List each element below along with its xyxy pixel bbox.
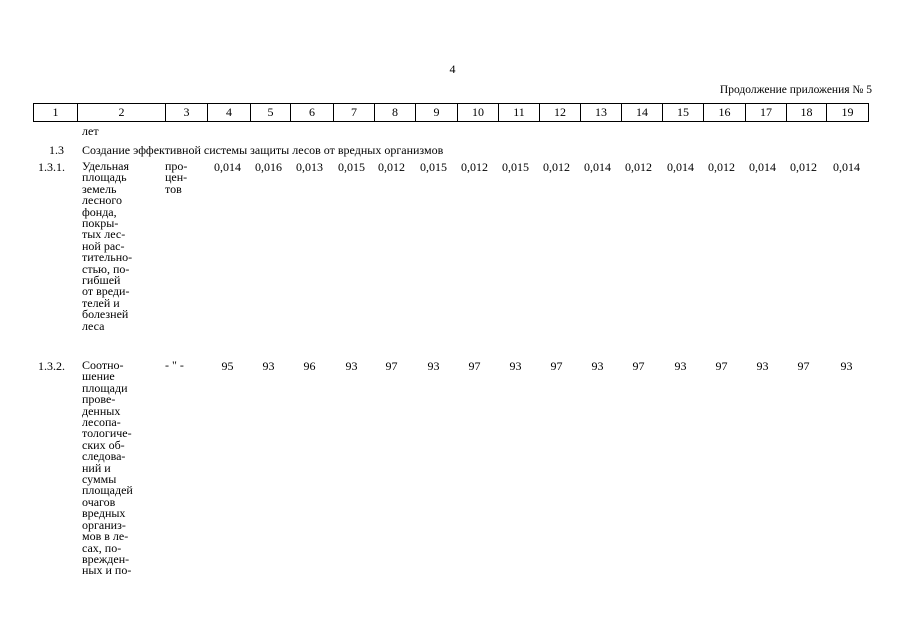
unit-of-measure [165,161,187,195]
column-header-8: 8 [375,104,416,122]
indicator-name-line: вредных [82,506,126,521]
value-cell: 0,014 [833,160,860,174]
indicator-name-line: Удельная [82,159,129,173]
value-cell: 97 [385,359,398,373]
indicator-name-line: площадей [82,483,133,498]
value-cell: 0,013 [296,160,323,174]
row-number: 1.3.1. [38,160,65,174]
indicator-name-line: врежден- [82,551,130,566]
indicator-name-line: шение [82,369,115,384]
indicator-name-line: денных [82,403,121,418]
value-cell: 93 [756,359,769,373]
column-header-5: 5 [251,104,291,122]
column-header-1: 1 [34,104,78,122]
section-number: 1.3 [49,143,64,157]
indicator-name-line: площади [82,380,128,395]
indicator-name-line: сах, по- [82,540,122,555]
unit-line: про- [165,159,188,173]
value-cell: 93 [427,359,440,373]
indicator-name-line: земель [82,181,117,196]
column-header-9: 9 [416,104,458,122]
row-number: 1.3.2. [38,359,65,373]
indicator-name-line: ной рас- [82,238,125,253]
indicator-name-line: Соотно- [82,358,124,372]
indicator-name-line: гибшей [82,273,121,288]
value-cell: 0,012 [378,160,405,174]
column-header-18: 18 [787,104,827,122]
value-cell: 95 [221,359,234,373]
column-header-15: 15 [663,104,704,122]
column-header-4: 4 [208,104,251,122]
column-header-12: 12 [540,104,581,122]
indicator-name-line: мов в ле- [82,529,129,544]
value-cell: 93 [840,359,853,373]
column-header-2: 2 [78,104,166,122]
value-cell: 93 [591,359,604,373]
page-number: 4 [449,62,456,76]
indicator-name-line: болезней [82,307,129,322]
value-cell: 0,012 [543,160,570,174]
indicator-name-line: лесного [82,193,122,208]
value-cell: 0,012 [461,160,488,174]
indicator-name-line: ских об- [82,437,125,452]
value-cell: 93 [345,359,358,373]
indicator-name-line: прове- [82,392,116,407]
value-cell: 0,012 [708,160,735,174]
value-cell: 0,015 [420,160,447,174]
indicator-name-line: телей и [82,295,120,310]
column-number-row [34,104,869,122]
indicator-name-line: суммы [82,472,117,487]
indicator-name [82,161,132,332]
column-header-17: 17 [746,104,787,122]
value-cell: 0,015 [338,160,365,174]
value-cell: 93 [262,359,275,373]
section-title: Создание эффективной системы защиты лесов от вредных организмов [82,143,444,157]
column-header-19: 19 [827,104,869,122]
column-header-10: 10 [458,104,499,122]
value-cell: 0,012 [625,160,652,174]
indicator-name-line: стью, по- [82,261,130,276]
column-header-16: 16 [704,104,746,122]
unit-line: цен- [165,170,188,185]
indicator-name-line: очагов [82,494,116,509]
column-header-14: 14 [622,104,663,122]
column-header-6: 6 [291,104,334,122]
value-cell: 97 [468,359,481,373]
value-cell: 0,014 [667,160,694,174]
indicator-name-line: организ- [82,517,126,532]
unit-line: тов [165,181,182,196]
indicator-name-line: ных и по- [82,563,132,578]
column-header-11: 11 [499,104,540,122]
indicator-name-line: тительно- [82,250,133,265]
carryover-text: лет [82,124,99,138]
indicator-name-line: фонда, [82,204,117,219]
indicator-name [82,360,133,577]
value-cell: 96 [303,359,316,373]
value-cell: 0,014 [214,160,241,174]
value-cell: 0,015 [502,160,529,174]
indicator-name-line: леса [82,318,105,333]
indicator-name-line: следова- [82,449,126,464]
unit-of-measure [165,360,184,371]
unit-line: - " - [165,358,184,372]
indicator-name-line: ний и [82,460,111,475]
value-cell: 97 [715,359,728,373]
indicator-name-line: лесопа- [82,415,121,430]
column-number-header-table [33,103,869,122]
value-cell: 93 [509,359,522,373]
value-cell: 0,014 [749,160,776,174]
indicator-name-line: площадь [82,170,127,185]
value-cell: 0,012 [790,160,817,174]
continuation-note: Продолжение приложения № 5 [719,84,872,96]
indicator-name-line: покры- [82,216,119,231]
indicator-name-line: тологиче- [82,426,132,441]
column-header-7: 7 [334,104,375,122]
indicator-name-line: от вреди- [82,284,130,299]
value-cell: 0,016 [255,160,282,174]
column-header-3: 3 [166,104,208,122]
value-cell: 97 [632,359,645,373]
indicator-name-line: тых лес- [82,227,126,242]
value-cell: 93 [674,359,687,373]
value-cell: 97 [797,359,810,373]
column-header-13: 13 [581,104,622,122]
value-cell: 97 [550,359,563,373]
value-cell: 0,014 [584,160,611,174]
